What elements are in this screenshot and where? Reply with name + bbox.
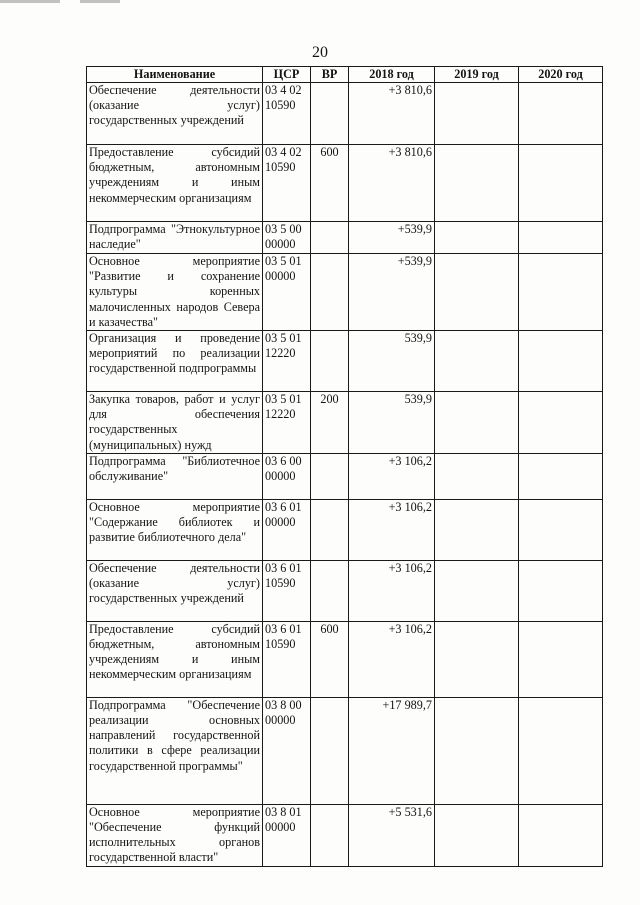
row-csr: 03 5 00 00000 [263, 222, 311, 254]
row-csr: 03 5 01 00000 [263, 254, 311, 331]
row-2019 [435, 222, 519, 254]
row-2019 [435, 453, 519, 499]
row-2020 [519, 804, 603, 866]
table-row [87, 222, 603, 254]
row-2020 [519, 392, 603, 454]
row-name: Организация и проведение мероприятий по реализации государственной подпрограммы [87, 331, 263, 392]
scan-edge-artifact [0, 0, 640, 3]
row-2018: +3 106,2 [349, 560, 435, 621]
row-vr [311, 697, 349, 804]
row-2020 [519, 560, 603, 621]
row-2018: +3 106,2 [349, 621, 435, 697]
row-vr [311, 222, 349, 254]
row-csr: 03 6 01 10590 [263, 621, 311, 697]
row-2018: +5 531,6 [349, 804, 435, 866]
row-csr: 03 8 00 00000 [263, 697, 311, 804]
header-2020: 2020 год [519, 67, 603, 83]
row-2019 [435, 560, 519, 621]
row-2018: +17 989,7 [349, 697, 435, 804]
row-name: Основное мероприятие "Развитие и сохранение культуры коренных малочисленных народов Севера и казачества" [87, 254, 263, 331]
row-name: Обеспечение деятельности (оказание услуг) государственных учреждений [87, 83, 263, 145]
row-2019 [435, 697, 519, 804]
row-vr [311, 254, 349, 331]
row-2020 [519, 499, 603, 560]
table-row [87, 560, 603, 621]
header-vr: ВР [311, 67, 349, 83]
row-2018: +3 810,6 [349, 145, 435, 222]
table-row [87, 254, 603, 331]
row-vr [311, 804, 349, 866]
row-2018: 539,9 [349, 331, 435, 392]
row-name: Основное мероприятие "Содержание библиотек и развитие библиотечного дела" [87, 499, 263, 560]
row-2020 [519, 254, 603, 331]
row-2018: +539,9 [349, 222, 435, 254]
row-2019 [435, 392, 519, 454]
row-2018: 539,9 [349, 392, 435, 454]
budget-table [86, 66, 603, 867]
row-2019 [435, 804, 519, 866]
row-name: Предоставление субсидий бюджетным, автономным учреждениям и иным некоммерческим организациям [87, 621, 263, 697]
page-number: 20 [312, 44, 328, 61]
row-2019 [435, 254, 519, 331]
row-2020 [519, 83, 603, 145]
row-csr: 03 6 00 00000 [263, 453, 311, 499]
row-2019 [435, 499, 519, 560]
row-name: Подпрограмма "Обеспечение реализации основных направлений государственной политики в сфере реализации государственной программы" [87, 697, 263, 804]
table-row [87, 392, 603, 454]
row-vr [311, 83, 349, 145]
row-csr: 03 4 02 10590 [263, 83, 311, 145]
row-2020 [519, 621, 603, 697]
row-vr [311, 560, 349, 621]
row-csr: 03 6 01 00000 [263, 499, 311, 560]
row-2020 [519, 222, 603, 254]
row-vr: 600 [311, 621, 349, 697]
row-2018: +539,9 [349, 254, 435, 331]
table-row [87, 697, 603, 804]
row-2019 [435, 145, 519, 222]
row-name: Подпрограмма "Этнокультурное наследие" [87, 222, 263, 254]
row-csr: 03 5 01 12220 [263, 331, 311, 392]
row-2018: +3 106,2 [349, 453, 435, 499]
row-csr: 03 8 01 00000 [263, 804, 311, 866]
row-vr: 200 [311, 392, 349, 454]
table-row [87, 621, 603, 697]
row-csr: 03 5 01 12220 [263, 392, 311, 454]
row-2019 [435, 621, 519, 697]
row-csr: 03 4 02 10590 [263, 145, 311, 222]
row-name: Закупка товаров, работ и услуг для обеспечения государственных (муниципальных) нужд [87, 392, 263, 454]
header-2018: 2018 год [349, 67, 435, 83]
table-row [87, 83, 603, 145]
table-row [87, 804, 603, 866]
table-header-row [87, 67, 603, 83]
row-2020 [519, 453, 603, 499]
row-2020 [519, 145, 603, 222]
row-name: Обеспечение деятельности (оказание услуг) государственных учреждений [87, 560, 263, 621]
row-2018: +3 810,6 [349, 83, 435, 145]
row-vr [311, 331, 349, 392]
row-csr: 03 6 01 10590 [263, 560, 311, 621]
row-name: Предоставление субсидий бюджетным, автономным учреждениям и иным некоммерческим организациям [87, 145, 263, 222]
row-vr: 600 [311, 145, 349, 222]
row-2019 [435, 331, 519, 392]
header-2019: 2019 год [435, 67, 519, 83]
row-name: Основное мероприятие "Обеспечение функций исполнительных органов государственной власти" [87, 804, 263, 866]
row-2020 [519, 697, 603, 804]
table-row [87, 453, 603, 499]
row-vr [311, 453, 349, 499]
row-2018: +3 106,2 [349, 499, 435, 560]
row-2020 [519, 331, 603, 392]
row-2019 [435, 83, 519, 145]
table-row [87, 331, 603, 392]
row-vr [311, 499, 349, 560]
header-csr: ЦСР [263, 67, 311, 83]
table-row [87, 145, 603, 222]
row-name: Подпрограмма "Библиотечное обслуживание" [87, 453, 263, 499]
header-name: Наименование [87, 67, 263, 83]
table-row [87, 499, 603, 560]
